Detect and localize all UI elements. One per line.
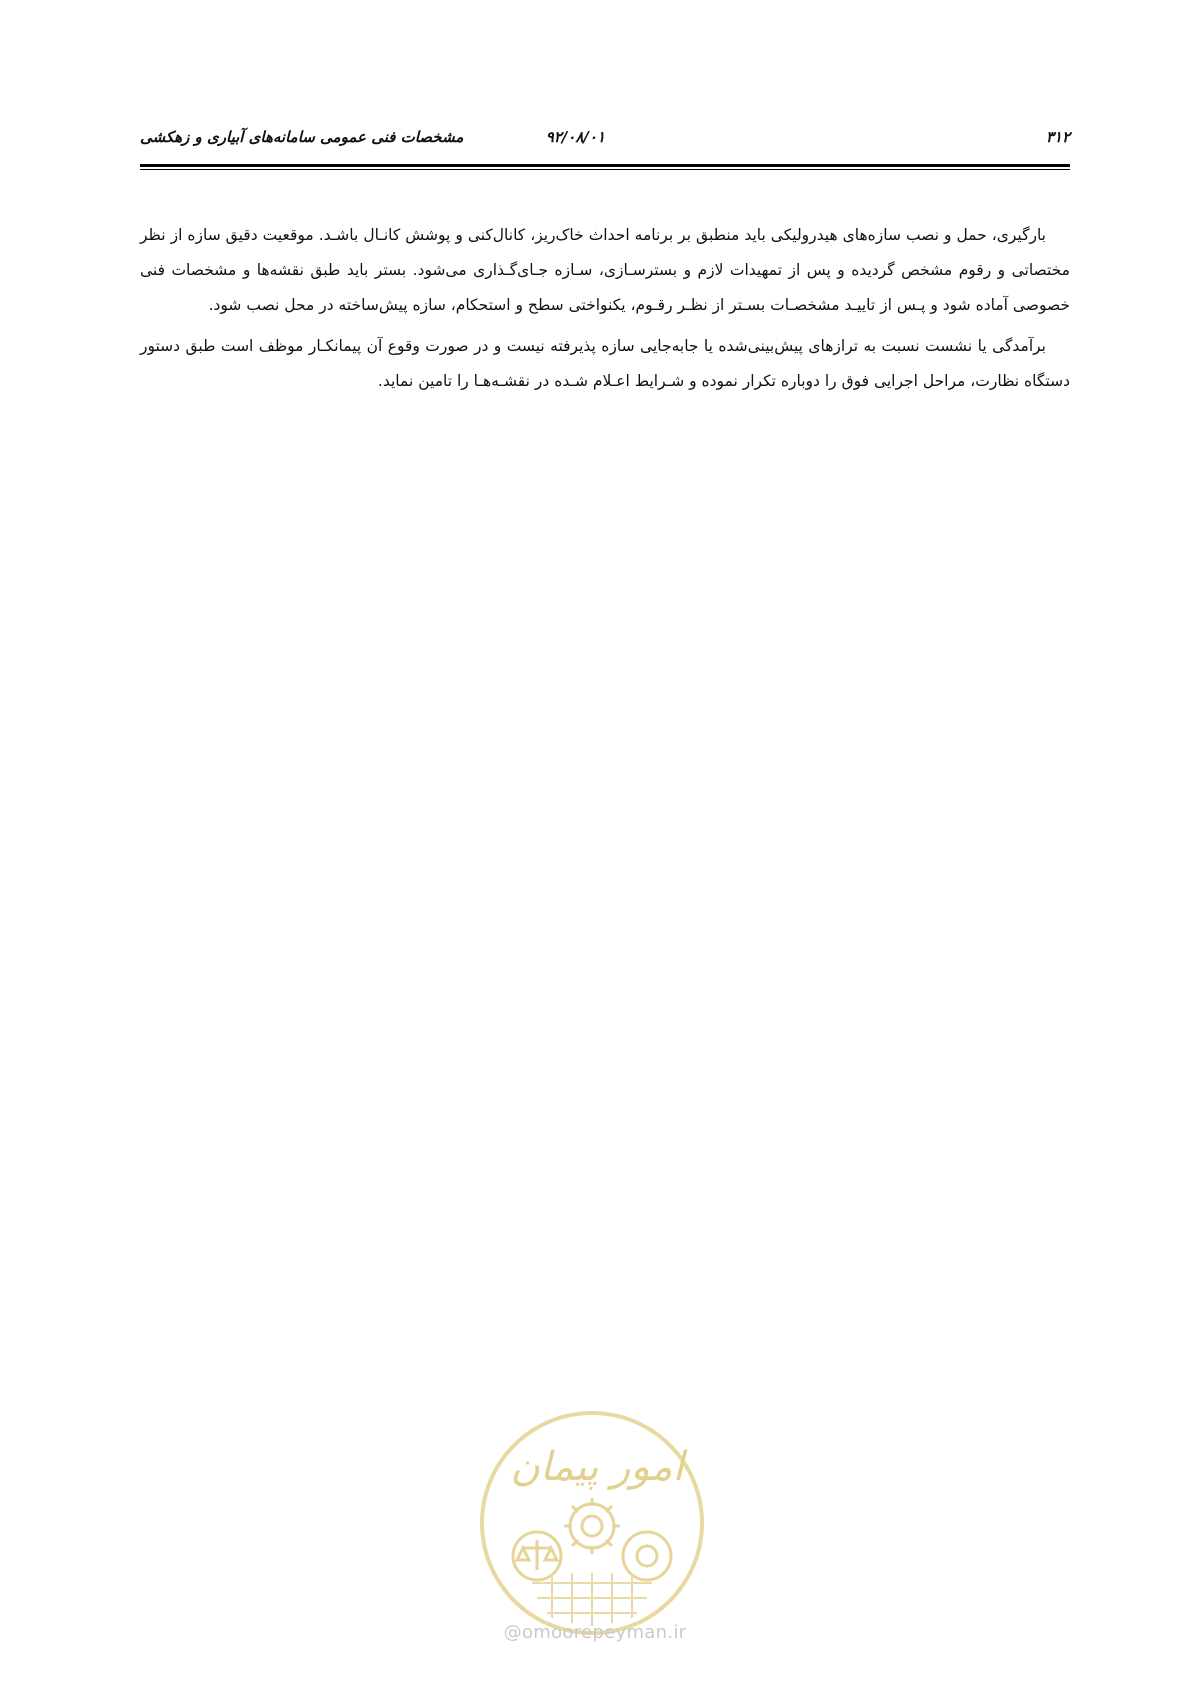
- omoore-peyman-seal: [477, 1408, 707, 1638]
- gear-icon: [564, 1498, 620, 1554]
- seal-script-text: امور پیمان: [510, 1444, 684, 1490]
- paragraph: بارگیری، حمل و نصب سازه‌های هیدرولیکی باید منطبق بر برنامه احداث خاک‌ریز، کانال‌کنی و پوشش کانـال باشـد. موقعیت دقیق سازه از نظر مختصاتی و رقوم مشخص گردیده و پس از تمهیدات لازم و بسترسـازی، سـازه جـای‌گـذاری می‌شود. بستر باید طبق نقشه‌ها و مشخصات فنی خصوصی آماده شود و پـس از تاییـد مشخصـات بسـتر از نظـر رقـوم، یکنواختی سطح و استحکام، سازه پیش‌ساخته در محل نصب شود.: [140, 226, 1070, 314]
- watermark-url: @omoorepeyman.ir: [503, 1622, 687, 1643]
- page-number: ۳۱۲: [1045, 128, 1070, 146]
- document-date: ۹۲/۰۸/۰۱: [545, 128, 605, 146]
- gear-right-icon: [623, 1532, 671, 1580]
- header-rule-thin: [140, 169, 1070, 170]
- scales-gear-icon: [513, 1532, 561, 1580]
- header-rule-thick: [140, 164, 1070, 167]
- seal-grid: [532, 1573, 652, 1626]
- paragraph: برآمدگی یا نشست نسبت به ترازهای پیش‌بینی‌شده یا جابه‌جایی سازه پذیرفته نیست و در صورت وقوع آن پیمانکـار موظف است طبق دستور دستگاه نظارت، مراحل اجرایی فوق را دوباره تکرار نموده و شـرایط اعـلام شـده در نقشـه‌هـا را تامین نماید.: [140, 337, 1070, 390]
- page-header: [140, 128, 1070, 150]
- document-title: مشخصات فنی عمومی سامانه‌های آبیاری و زهکشی: [140, 128, 464, 146]
- document-body: [140, 218, 1070, 405]
